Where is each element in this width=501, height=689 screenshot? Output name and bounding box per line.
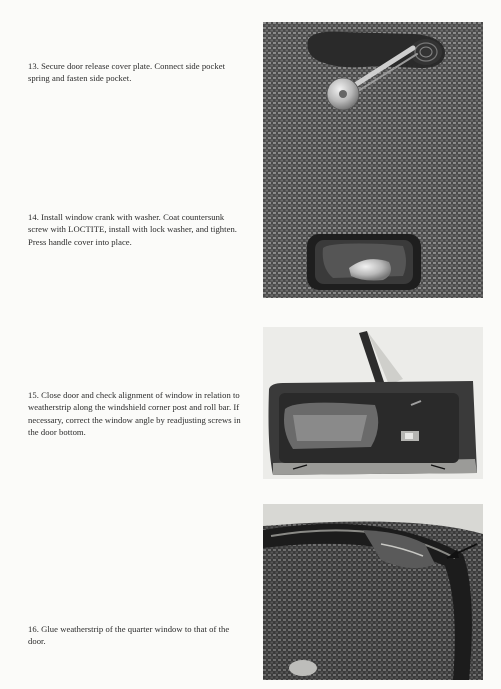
step-13 — [28, 60, 246, 85]
step-text: Close door and check alignment of window in relation to weatherstrip along the windshield corner post and roll bar. If necessary, correct the window angle by readjusting screws in the door bottom. — [28, 390, 241, 438]
step-15 — [28, 389, 246, 439]
door-panel-photo — [263, 22, 483, 298]
step-number: 14. — [28, 212, 42, 222]
step-14 — [28, 211, 246, 248]
weatherstrip-photo — [263, 504, 483, 680]
step-number: 16. — [28, 624, 42, 634]
step-16 — [28, 623, 246, 648]
step-number: 13. — [28, 61, 42, 71]
step-text: Glue weatherstrip of the quarter window to that of the door. — [28, 624, 230, 647]
step-text: Install window crank with washer. Coat countersunk screw with LOCTITE, install with lock washer, and tighten. Press handle cover into place. — [28, 212, 237, 247]
step-text: Secure door release cover plate. Connect side pocket spring and fasten side pocket. — [28, 61, 226, 84]
step-number: 15. — [28, 390, 42, 400]
closed-door-photo — [263, 327, 483, 479]
